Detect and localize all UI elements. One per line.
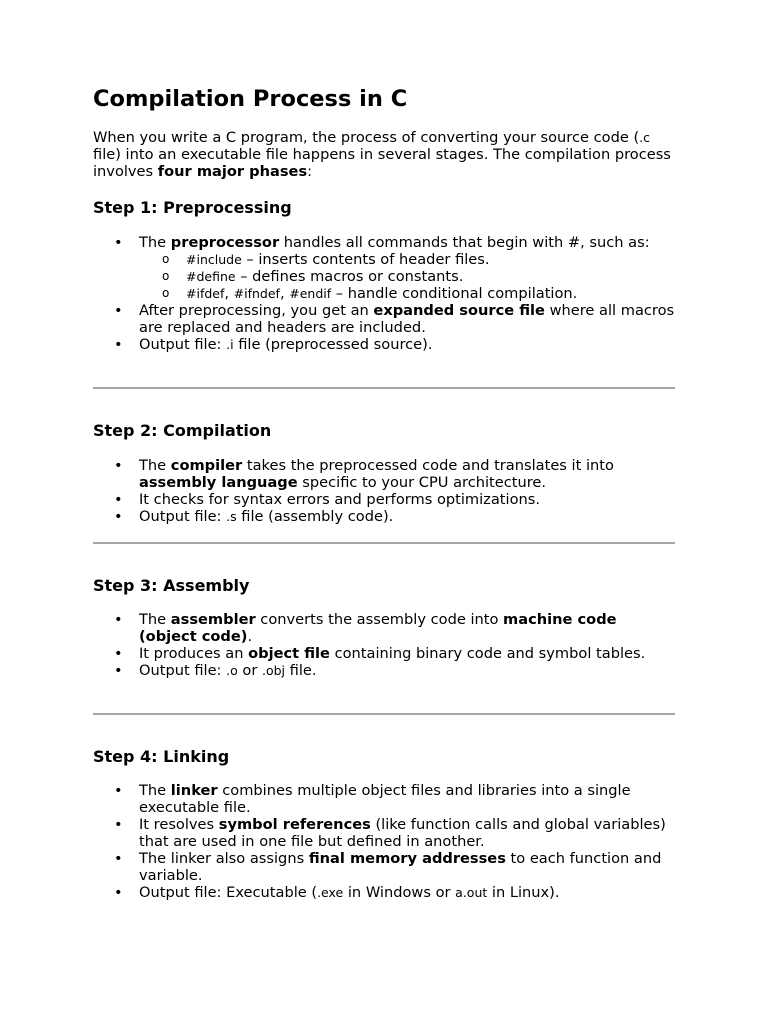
- step-3-list: [93, 611, 678, 679]
- file-extension: .i: [226, 337, 234, 352]
- list-item-text: handles all commands that begin with #, such as:: [279, 234, 650, 251]
- step-3-section: [93, 575, 678, 679]
- list-item-text: The: [139, 234, 171, 251]
- list-item: [93, 816, 678, 850]
- step-3-heading: Step 3: Assembly: [93, 576, 250, 595]
- list-item-text: file (preprocessed source).: [233, 336, 433, 353]
- directive-code: #include: [186, 252, 242, 267]
- list-item-text: containing binary code and symbol tables.: [329, 645, 646, 662]
- list-item-text: After preprocessing, you get an: [139, 302, 374, 319]
- list-item-bold: compiler: [170, 457, 243, 474]
- list-item-text: The linker also assigns: [139, 850, 309, 867]
- list-item-text: or: [237, 662, 262, 679]
- sublist-item-text: – handle conditional compilation.: [331, 285, 578, 302]
- list-item-text: Output file:: [139, 508, 227, 525]
- list-item-text: Output file:: [139, 336, 227, 353]
- step-1-sublist: [139, 251, 678, 302]
- page-title: Compilation Process in C: [93, 86, 408, 112]
- list-item: [93, 782, 678, 816]
- separator: ,: [224, 285, 234, 302]
- step-1-list: [93, 234, 678, 353]
- list-item-text: file.: [285, 662, 317, 679]
- list-item: [93, 336, 678, 353]
- list-item-text: The: [139, 457, 171, 474]
- sublist-item-text: – defines macros or constants.: [235, 268, 464, 285]
- intro-bold: four major phases: [157, 163, 308, 180]
- list-item-text: in Windows or: [343, 884, 456, 901]
- list-item-text: combines multiple object files and libraries into a single executable file.: [139, 782, 631, 816]
- list-item-text: It resolves: [139, 816, 219, 833]
- file-extension: .obj: [261, 663, 285, 678]
- list-item-bold: machine code (object code): [139, 611, 617, 645]
- list-item-text: (like function calls and global variables) that are used in one file but defined in another.: [139, 816, 666, 850]
- list-item: [93, 645, 678, 662]
- list-item-bold: symbol references: [218, 816, 371, 833]
- sublist-item: [139, 285, 678, 302]
- directive-code: #ifdef: [186, 286, 225, 301]
- intro-c-extension: .c: [639, 130, 651, 145]
- directive-code: #ifndef: [233, 286, 280, 301]
- list-item-bold: preprocessor: [170, 234, 280, 251]
- step-2-section: [93, 420, 678, 525]
- list-item-bold: object file: [248, 645, 330, 662]
- intro-paragraph: [93, 129, 678, 180]
- intro-text-2: file) into an executable file happens in several stages. The compilation process involves: [93, 146, 671, 180]
- list-item-text: takes the preprocessed code and translates it into: [242, 457, 614, 474]
- list-item-bold: expanded source file: [373, 302, 545, 319]
- step-2-list: [93, 457, 678, 525]
- list-item-text: where all macros are replaced and headers are included.: [139, 302, 675, 336]
- file-extension: a.out: [455, 885, 488, 900]
- list-item-text: Output file:: [139, 662, 227, 679]
- list-item-text: to each function and variable.: [139, 850, 662, 884]
- step-2-heading: Step 2: Compilation: [93, 421, 272, 440]
- list-item-bold: assembly language: [139, 474, 298, 491]
- list-item-text: converts the assembly code into: [255, 611, 504, 628]
- section-divider: [93, 387, 675, 389]
- list-item: [93, 611, 678, 645]
- directive-code: #define: [186, 269, 236, 284]
- section-divider: [93, 542, 675, 544]
- step-4-section: [93, 746, 678, 901]
- sublist-item-text: – inserts contents of header files.: [241, 251, 490, 268]
- list-item: [93, 457, 678, 491]
- file-extension: .o: [226, 663, 238, 678]
- list-item: [93, 662, 678, 679]
- list-item: [93, 234, 678, 302]
- list-item-text: in Linux).: [487, 884, 560, 901]
- step-4-list: [93, 782, 678, 901]
- list-item-text: .: [247, 628, 253, 645]
- list-item-bold: assembler: [170, 611, 256, 628]
- directive-code: #endif: [289, 286, 332, 301]
- intro-text-1: When you write a C program, the process of converting your source code (: [93, 129, 640, 146]
- step-1-heading: Step 1: Preprocessing: [93, 198, 292, 217]
- list-item-text: The: [139, 611, 171, 628]
- intro-text-3: :: [307, 163, 313, 180]
- list-item-text: file (assembly code).: [236, 508, 394, 525]
- list-item-text: It produces an: [139, 645, 249, 662]
- list-item-bold: linker: [170, 782, 218, 799]
- list-item-text: specific to your CPU architecture.: [297, 474, 547, 491]
- list-item: [93, 491, 678, 508]
- list-item-text: It checks for syntax errors and performs optimizations.: [139, 491, 540, 508]
- list-item-text: The: [139, 782, 171, 799]
- list-item: [93, 508, 678, 525]
- sublist-item: [139, 251, 678, 268]
- separator: ,: [279, 285, 290, 302]
- sublist-item: [139, 268, 678, 285]
- file-extension: .exe: [317, 885, 344, 900]
- step-1-section: [93, 197, 678, 353]
- file-extension: .s: [226, 509, 237, 524]
- list-item: [93, 884, 678, 901]
- list-item-text: Output file: Executable (: [139, 884, 318, 901]
- section-divider: [93, 713, 675, 715]
- list-item-bold: final memory addresses: [308, 850, 506, 867]
- step-4-heading: Step 4: Linking: [93, 747, 230, 766]
- list-item: [93, 302, 678, 336]
- list-item: [93, 850, 678, 884]
